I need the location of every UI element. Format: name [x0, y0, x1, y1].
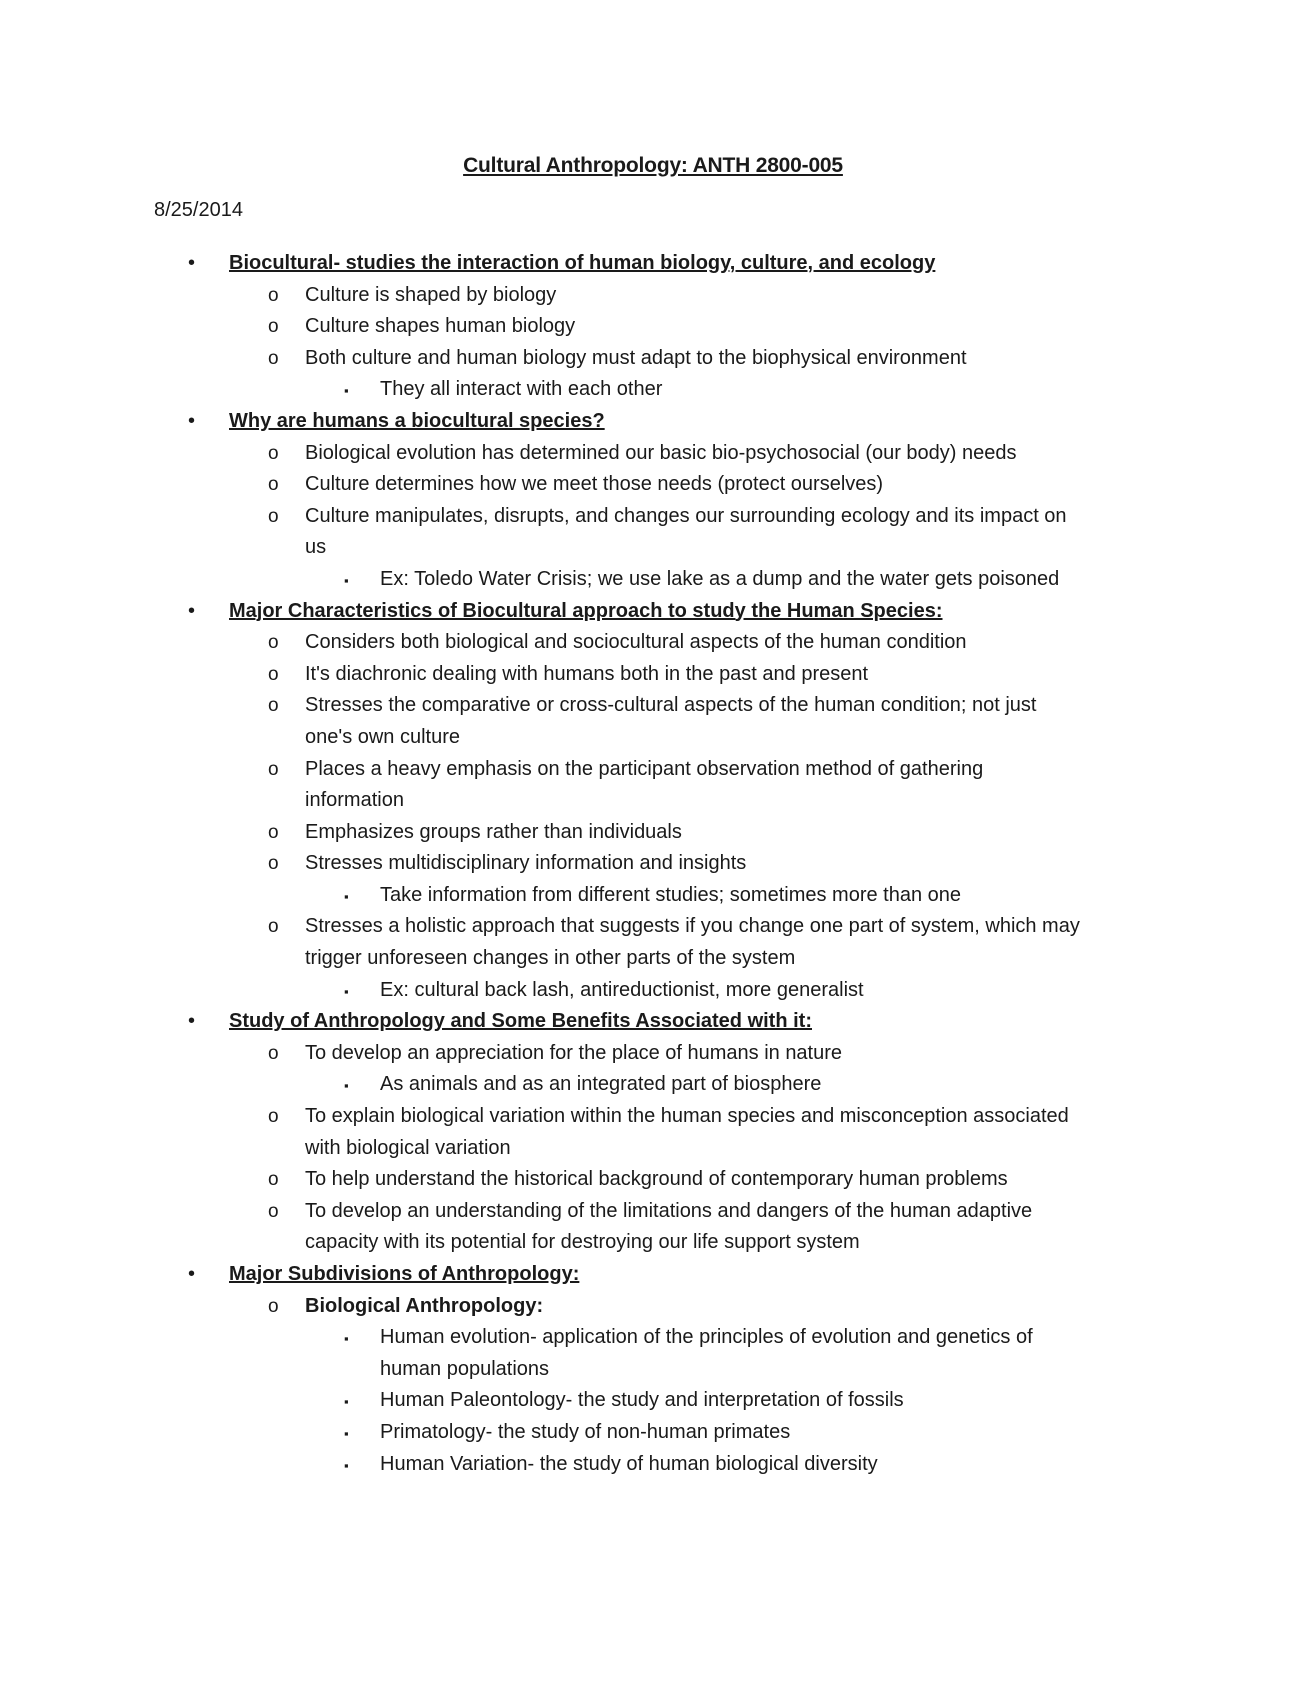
document-title: Cultural Anthropology: ANTH 2800-005: [463, 154, 843, 177]
circle-bullet-icon: o: [268, 1200, 279, 1222]
outline-item-text: capacity with its potential for destroying our life support system: [305, 1231, 860, 1254]
outline-line-level-3: [0, 564, 1306, 596]
circle-bullet-icon: o: [268, 505, 279, 527]
outline-line-level-2: [0, 1133, 1306, 1165]
outline-item-text: Culture is shaped by biology: [305, 283, 557, 306]
circle-bullet-icon: o: [268, 695, 279, 717]
outline-line-level-2: [0, 690, 1306, 722]
circle-bullet-icon: o: [268, 347, 279, 369]
outline-line-level-3: [0, 1354, 1306, 1386]
outline-line-level-2: [0, 1101, 1306, 1133]
outline-line-level-2: [0, 785, 1306, 817]
outline-line-level-1: [0, 1259, 1306, 1291]
outline-item-text: To develop an understanding of the limitations and dangers of the human adaptive: [305, 1199, 1033, 1222]
circle-bullet-icon: o: [268, 474, 279, 496]
outline-item-text: To develop an appreciation for the place of humans in nature: [305, 1041, 843, 1064]
outline-item-text: one's own culture: [305, 725, 461, 748]
outline-line-level-3: [0, 880, 1306, 912]
outline-line-level-3: [0, 1417, 1306, 1449]
outline-item-text: human populations: [380, 1357, 550, 1380]
outline-line-level-2: [0, 754, 1306, 786]
outline-item-text: Emphasizes groups rather than individuals: [305, 820, 682, 843]
outline-item-text: Considers both biological and sociocultural aspects of the human condition: [305, 631, 967, 654]
outline-item-text: They all interact with each other: [380, 378, 663, 401]
lecture-date: 8/25/2014: [154, 199, 243, 221]
outline-line-level-2: [0, 532, 1306, 564]
notes-outline: [0, 248, 1306, 1480]
outline-line-level-3: [0, 1385, 1306, 1417]
square-bullet-icon: ▪: [344, 383, 349, 399]
outline-item-text: It's diachronic dealing with humans both in the past and present: [305, 662, 869, 685]
outline-line-level-2: [0, 817, 1306, 849]
outline-item-text: Culture manipulates, disrupts, and changes our surrounding ecology and its impact on: [305, 504, 1067, 527]
outline-line-level-3: [0, 1069, 1306, 1101]
outline-item-text: Both culture and human biology must adapt to the biophysical environment: [305, 346, 967, 369]
outline-item-text: Ex: Toledo Water Crisis; we use lake as a dump and the water gets poisoned: [380, 567, 1060, 590]
outline-item-text: trigger unforeseen changes in other parts of the system: [305, 947, 796, 970]
outline-line-level-1: [0, 596, 1306, 628]
outline-item-text: Biological evolution has determined our basic bio-psychosocial (our body) needs: [305, 441, 1017, 464]
circle-bullet-icon: o: [268, 632, 279, 654]
square-bullet-icon: ▪: [344, 572, 349, 588]
outline-item-text: To explain biological variation within the human species and misconception associated: [305, 1105, 1069, 1128]
circle-bullet-icon: o: [268, 316, 279, 338]
outline-line-level-1: [0, 1006, 1306, 1038]
outline-item-text: Culture determines how we meet those needs (protect ourselves): [305, 473, 884, 496]
outline-item-text: Stresses multidisciplinary information and insights: [305, 852, 747, 875]
outline-item-text: Human Variation- the study of human biological diversity: [380, 1452, 878, 1475]
outline-line-level-3: [0, 374, 1306, 406]
circle-bullet-icon: o: [268, 758, 279, 780]
outline-line-level-2: [0, 659, 1306, 691]
outline-item-text: Stresses a holistic approach that suggests if you change one part of system, which may: [305, 915, 1080, 938]
square-bullet-icon: ▪: [344, 983, 349, 999]
outline-item-text: As animals and as an integrated part of biosphere: [380, 1073, 822, 1096]
circle-bullet-icon: o: [268, 916, 279, 938]
section-heading: Biocultural- studies the interaction of human biology, culture, and ecology: [229, 252, 936, 274]
outline-line-level-2: [0, 627, 1306, 659]
square-bullet-icon: ▪: [344, 1331, 349, 1347]
circle-bullet-icon: o: [268, 1106, 279, 1128]
outline-item-text: To help understand the historical background of contemporary human problems: [305, 1168, 1008, 1191]
section-heading: Major Subdivisions of Anthropology:: [229, 1263, 580, 1285]
outline-item-text: Primatology- the study of non-human primates: [380, 1420, 791, 1443]
section-heading: Major Characteristics of Biocultural approach to study the Human Species:: [229, 599, 943, 622]
outline-line-level-2: [0, 501, 1306, 533]
outline-line-level-1: [0, 248, 1306, 280]
outline-item-text: Culture shapes human biology: [305, 315, 576, 338]
outline-line-level-2: [0, 1164, 1306, 1196]
square-bullet-icon: ▪: [344, 1078, 349, 1094]
square-bullet-icon: ▪: [344, 1394, 349, 1410]
bullet-icon: •: [188, 252, 196, 274]
outline-item-text: information: [305, 789, 404, 812]
outline-line-level-2: [0, 943, 1306, 975]
outline-item-text: Human Paleontology- the study and interpretation of fossils: [380, 1389, 904, 1412]
bullet-icon: •: [188, 599, 196, 622]
outline-item-text: Human evolution- application of the principles of evolution and genetics of: [380, 1326, 1033, 1349]
bullet-icon: •: [188, 409, 196, 432]
outline-line-level-2: [0, 848, 1306, 880]
section-heading: Why are humans a biocultural species?: [229, 409, 605, 432]
circle-bullet-icon: o: [268, 442, 279, 464]
outline-line-level-2: [0, 1196, 1306, 1228]
outline-line-level-2: [0, 311, 1306, 343]
square-bullet-icon: ▪: [344, 888, 349, 904]
circle-bullet-icon: o: [268, 663, 279, 685]
bullet-icon: •: [188, 1010, 196, 1033]
outline-line-level-2: [0, 469, 1306, 501]
outline-item-text: Take information from different studies; sometimes more than one: [380, 883, 962, 906]
circle-bullet-icon: o: [268, 1042, 279, 1064]
outline-line-level-2: [0, 280, 1306, 312]
outline-item-text: with biological variation: [305, 1136, 511, 1159]
outline-item-text: Ex: cultural back lash, antireductionist, more generalist: [380, 978, 864, 1001]
outline-line-level-3: [0, 1322, 1306, 1354]
circle-bullet-icon: o: [268, 1295, 279, 1317]
outline-item-text: Places a heavy emphasis on the participant observation method of gathering: [305, 757, 984, 780]
square-bullet-icon: ▪: [344, 1457, 349, 1473]
outline-line-level-2: [0, 1038, 1306, 1070]
outline-line-level-2: [0, 343, 1306, 375]
outline-line-level-3: [0, 1449, 1306, 1481]
outline-line-level-2: [0, 1227, 1306, 1259]
outline-item-text: us: [305, 536, 327, 559]
outline-line-level-1: [0, 406, 1306, 438]
outline-line-level-2: [0, 911, 1306, 943]
outline-item-text: Stresses the comparative or cross-cultural aspects of the human condition; not just: [305, 694, 1037, 717]
outline-line-level-2: [0, 438, 1306, 470]
circle-bullet-icon: o: [268, 821, 279, 843]
square-bullet-icon: ▪: [344, 1425, 349, 1441]
outline-item-text: Biological Anthropology:: [305, 1294, 544, 1317]
circle-bullet-icon: o: [268, 853, 279, 875]
circle-bullet-icon: o: [268, 1169, 279, 1191]
section-heading: Study of Anthropology and Some Benefits Associated with it:: [229, 1010, 812, 1033]
outline-line-level-3: [0, 975, 1306, 1007]
outline-line-level-2: [0, 722, 1306, 754]
bullet-icon: •: [188, 1263, 196, 1285]
outline-line-level-2: [0, 1291, 1306, 1323]
circle-bullet-icon: o: [268, 284, 279, 306]
